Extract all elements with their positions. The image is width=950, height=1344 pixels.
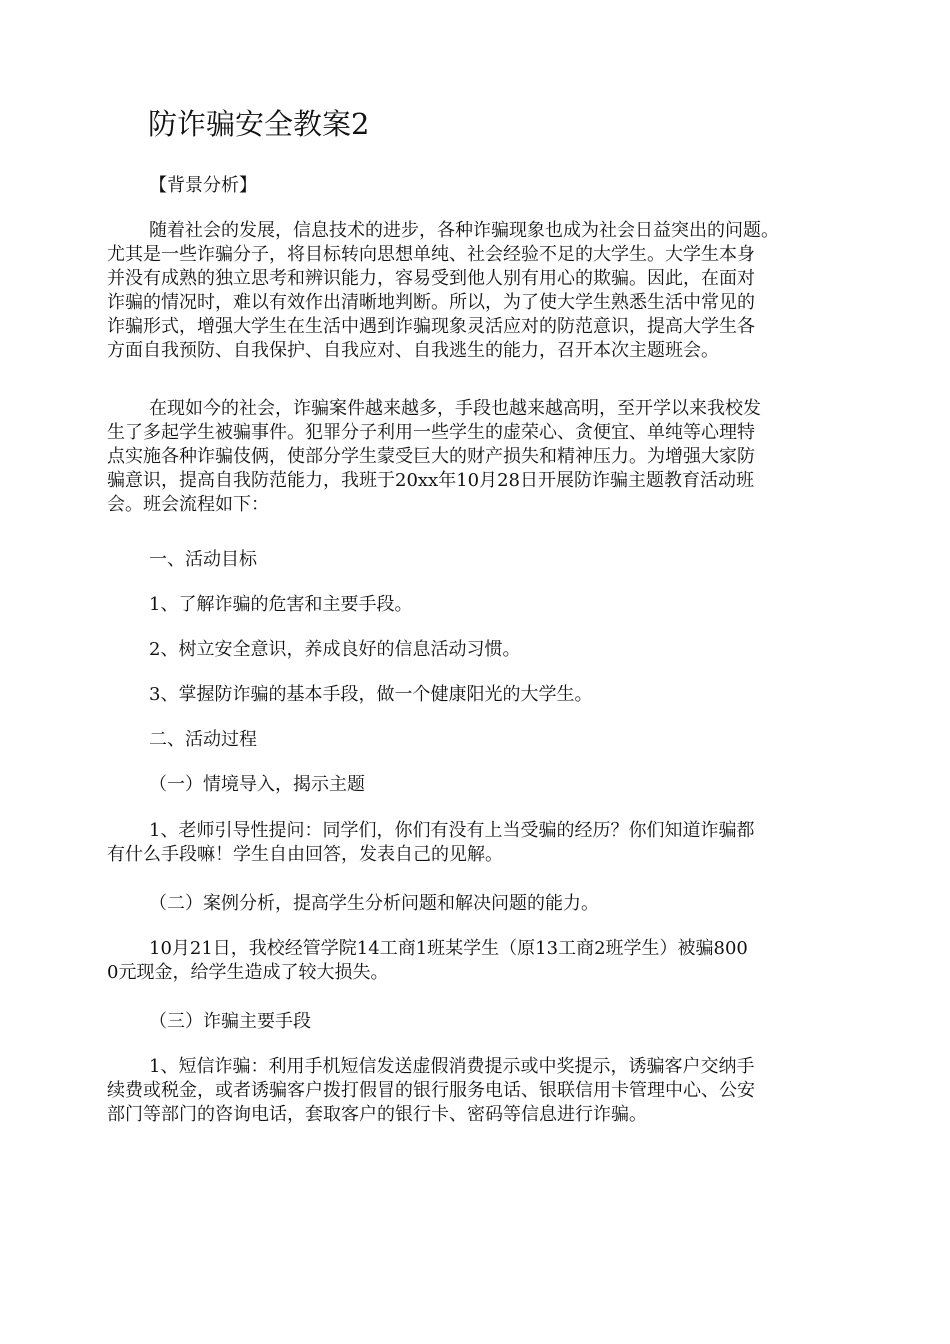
paragraph (107, 937, 852, 985)
paragraph-line: 0元现金，给学生造成了较大损失。 (107, 962, 389, 983)
paragraph (107, 1010, 852, 1034)
paragraph-line: 诈骗形式，增强大学生在生活中遇到诈骗现象灵活应对的防范意识，提高大学生各 (107, 316, 755, 337)
paragraph-line: 随着社会的发展，信息技术的进步，各种诈骗现象也成为社会日益突出的问题。 (149, 220, 779, 241)
paragraph-line: 有什么手段嘛！学生自由回答，发表自己的见解。 (107, 844, 503, 865)
paragraph-line: （一）情境导入，揭示主题 (149, 774, 365, 795)
paragraph (107, 638, 852, 662)
paragraph-line: 【背景分析】 (149, 175, 257, 196)
paragraph (107, 174, 852, 198)
paragraph-line: 二、活动过程 (149, 729, 257, 750)
paragraph (107, 548, 852, 572)
paragraph-line: 3、掌握防诈骗的基本手段，做一个健康阳光的大学生。 (149, 684, 593, 705)
paragraph-line: （二）案例分析，提高学生分析问题和解决问题的能力。 (149, 893, 599, 914)
paragraph (107, 219, 852, 363)
paragraph-line: 2、树立安全意识，养成良好的信息活动习惯。 (149, 639, 521, 660)
paragraph (107, 397, 852, 517)
paragraph (107, 819, 852, 867)
paragraph (107, 728, 852, 752)
paragraph (107, 1055, 852, 1127)
paragraph (107, 593, 852, 617)
paragraph-line: 10月21日，我校经管学院14工商1班某学生（原13工商2班学生）被骗800 (149, 938, 748, 959)
paragraph-line: 点实施各种诈骗伎俩，使部分学生蒙受巨大的财产损失和精神压力。为增强大家防 (107, 446, 755, 467)
paragraph-line: 1、老师引导性提问：同学们，你们有没有上当受骗的经历？你们知道诈骗都 (149, 820, 755, 841)
paragraph-line: 在现如今的社会，诈骗案件越来越多，手段也越来越高明，至开学以来我校发 (149, 398, 761, 419)
paragraph-line: 方面自我预防、自我保护、自我应对、自我逃生的能力，召开本次主题班会。 (107, 340, 719, 361)
paragraph-line: 续费或税金，或者诱骗客户拨打假冒的银行服务电话、银联信用卡管理中心、公安 (107, 1080, 755, 1101)
paragraph-line: 并没有成熟的独立思考和辨识能力，容易受到他人别有用心的欺骗。因此，在面对 (107, 268, 755, 289)
paragraph-line: 会。班会流程如下： (107, 494, 269, 515)
paragraph (107, 683, 852, 707)
paragraph-line: 一、活动目标 (149, 549, 257, 570)
paragraph-line: 1、短信诈骗：利用手机短信发送虚假消费提示或中奖提示，诱骗客户交纳手 (149, 1056, 755, 1077)
paragraph-line: 部门等部门的咨询电话，套取客户的银行卡、密码等信息进行诈骗。 (107, 1104, 647, 1125)
document-title: 防诈骗安全教案2 (148, 107, 370, 141)
paragraph-line: 生了多起学生被骗事件。犯罪分子利用一些学生的虚荣心、贪便宜、单纯等心理特 (107, 422, 755, 443)
paragraph (107, 892, 852, 916)
paragraph-line: 诈骗的情况时，难以有效作出清晰地判断。所以，为了使大学生熟悉生活中常见的 (107, 292, 755, 313)
paragraph (107, 773, 852, 797)
paragraph-line: 尤其是一些诈骗分子，将目标转向思想单纯、社会经验不足的大学生。大学生本身 (107, 244, 755, 265)
paragraph-line: （三）诈骗主要手段 (149, 1011, 311, 1032)
paragraph-line: 骗意识，提高自我防范能力，我班于20xx年10月28日开展防诈骗主题教育活动班 (107, 470, 755, 491)
paragraph-line: 1、了解诈骗的危害和主要手段。 (149, 594, 413, 615)
